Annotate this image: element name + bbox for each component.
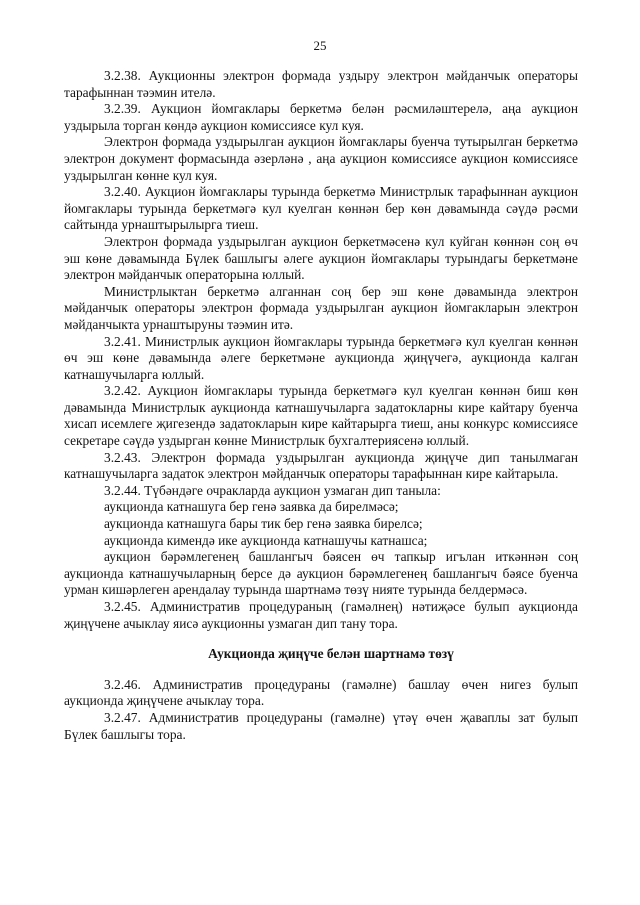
paragraph: 3.2.40. Аукцион йомгаклары турында беркетмә Министрлык тарафыннан аукцион йомгаклары турында беркетмәгә кул куелган көннән бер көн дәвамында сәүдә рәсми сайтында урнаштырылырга тиеш. [64,184,578,233]
page-number: 25 [313,38,327,53]
paragraph: 3.2.45. Административ процедураның (гамәлнең) нәтиҗәсе булып аукционда җиңүчене ачыклау яисә аукционны узмаган дип тану тора. [64,599,578,631]
paragraph: 3.2.46. Административ процедураны (гамәлне) башлау өчен нигез булып аукционда җиңүчене ачыклау тора. [64,676,578,709]
paragraph: 3.2.47. Административ процедураны (гамәлне) үтәү өчен җаваплы зат булып Бүлек башлыгы тора. [64,709,578,742]
paragraph: Электрон формада уздырылган аукцион йомгаклары буенча тутырылган беркетмә электрон документ формасында әзерләнә , аңа аукцион комиссиясе аукцион комиссиясе уздырылган көнне кул куя. [64,134,578,183]
list-item: аукционда кимендә ике аукционда катнашучы катнашса; [104,532,428,548]
paragraph: 3.2.44. Түбәндәге очракларда аукцион узмаган дип таныла: [104,482,441,498]
list-item: аукционда катнашуга бары тик бер генә заявка бирелсә; [104,516,423,532]
paragraph: 3.2.41. Министрлык аукцион йомгаклары турында беркетмәгә кул куелган көннән өч эш көне дәвамында әлеге беркетмәне аукционда җиңүчегә, аукционда калган катнашучыларга юллый. [64,333,578,382]
paragraph: 3.2.43. Электрон формада уздырылган аукционда җиңүче дип танылмаган катнашучыларга задаток электрон мәйданчык операторы тарафыннан кире кайтарыла. [64,449,578,482]
paragraph: 3.2.38. Аукционны электрон формада уздыру электрон мәйданчык операторы тарафыннан тәэмин ителә. [64,68,578,100]
list-item: аукционда катнашуга бер генә заявка да бирелмәсә; [104,499,399,515]
paragraph: Электрон формада уздырылган аукцион беркетмәсенә кул куйган көннән соң өч эш көне дәвамында Бүлек башлыгы әлеге аукцион йомгаклары турындагы беркетмәне электрон мәйданчык операторына юллый. [64,233,578,283]
paragraph: Министрлыктан беркетмә алганнан соң бер эш көне дәвамында электрон мәйданчык операторы электрон формада уздырылган аукцион йомгакларын электрон мәйданчыкта урнаштыруны тәэмин итә. [64,283,578,332]
paragraph: 3.2.42. Аукцион йомгаклары турында беркетмәгә кул куелган көннән биш көн дәвамында Министрлык аукционда катнашучыларга задатокларны кире кайтару буенча хисап исемлеге җигезендә задатокларын кире кайтарырга тиеш, аны конкурс комиссиясе секретаре сәүдә уздырган көнне Министрлык бухгалтериясенә юллый. [64,383,578,449]
paragraph: 3.2.39. Аукцион йомгаклары беркетмә белән рәсмиләштерелә, аңа аукцион уздырыла торган көндә аукцион комиссиясе кул куя. [64,101,578,133]
list-item: аукцион бәрәмлегенең башлангыч бәясен өч тапкыр игълан иткәннән соң аукционда катнашучыларның берсе дә аукцион бәрәмлегенең башлангыч бәясе буенча урман кишәрлеген арендалау турында шартнамә төзү нияте турында белдермәсә. [64,549,578,598]
document-body [64,68,578,743]
section-heading: Аукционда җиңүче белән шартнамә төзү [208,646,454,662]
